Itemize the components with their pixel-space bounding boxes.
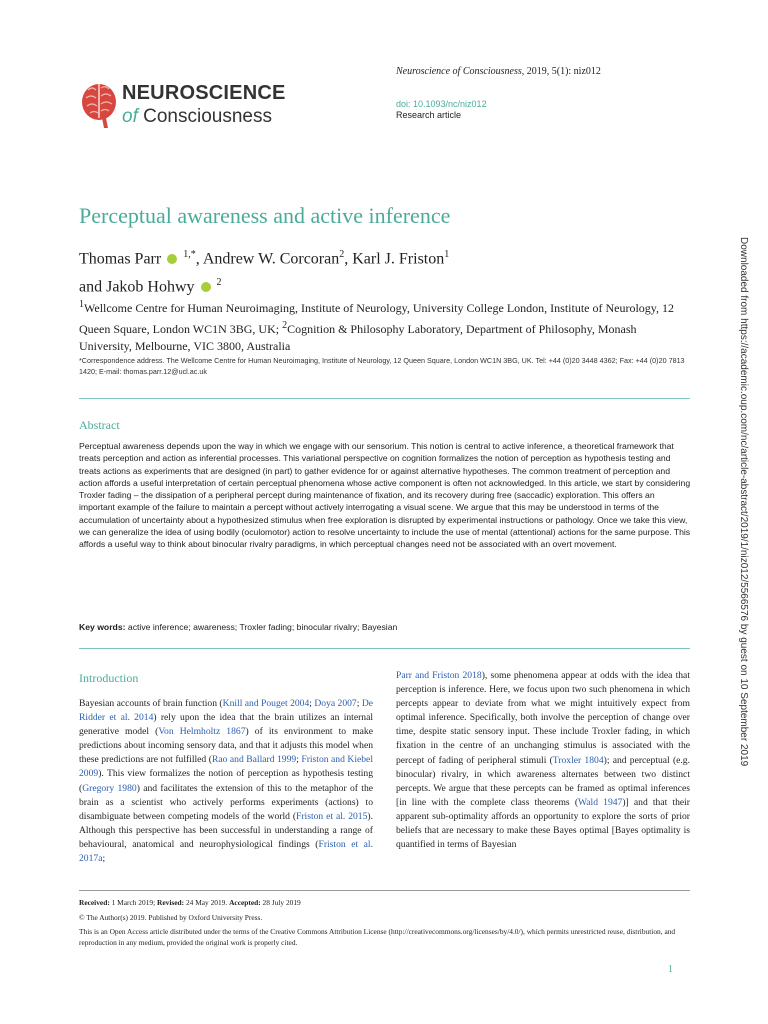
- keywords: [79, 622, 691, 632]
- received-dates: [79, 898, 691, 907]
- citation-link[interactable]: Von Helmholtz 1867: [158, 726, 246, 738]
- keywords-list: active inference; awareness; Troxler fading; binocular rivalry; Bayesian: [125, 622, 398, 632]
- body-text: ). This view formalizes the notion of perception as hypothesis testing (: [79, 768, 373, 794]
- received-date: 1 March 2019;: [109, 898, 157, 907]
- introduction-heading: Introduction: [79, 671, 139, 685]
- license-text: This is an Open Access article distributed under the terms of the Creative Commons Attribution License (http://creativecommons.org/licenses/by/4.0/), which permits unrestricted reuse, distribution, and reproduction in any medium, provided the original work is properly cited.: [79, 927, 676, 947]
- received-label: Received:: [79, 898, 110, 907]
- logo-of: of: [122, 106, 138, 127]
- body-text: ;: [102, 853, 106, 865]
- divider: [79, 890, 690, 891]
- revised-label: Revised:: [157, 898, 185, 907]
- author-affiliation-sup: 1: [444, 249, 450, 260]
- correspondence-address: *Correspondence address. The Wellcome Centre for Human Neuroimaging, Institute of Neurology, 12 Queen Square, London WC1N 3BG, UK. Tel: +44 (0)20 3448 4362; Fax: +44 (0)20 7813 1420; E-mail: thomas.parr.12@ucl.ac.uk: [79, 356, 685, 376]
- citation-link[interactable]: Friston et al. 2015: [296, 810, 368, 822]
- citation-link[interactable]: De Ridder et al. 2014: [79, 698, 373, 724]
- logo-title-line1: NEUROSCIENCE: [122, 82, 286, 104]
- body-text: ), some phenomena appear at odds with the idea that perception is inference. Here, we focus upon two such phenomena in which percepts appear to deviate from what we might intuitively expect from optimal inference. Specifically, both involve the perception of change over time, despite static sensory input. These include Troxler fading, in which fixation in the centre of an unchanging stimulus is associated with the percept of fading of peripheral stimuli (: [396, 670, 690, 766]
- journal-name: Neuroscience of Consciousness: [396, 66, 522, 77]
- affiliation-text: Wellcome Centre for Human Neuroimaging, Institute of Neurology, University College London, Institute of Neurology, 12 Queen Square, London WC1N 3BG, UK;: [79, 301, 675, 336]
- citation-link[interactable]: Doya 2007: [314, 698, 357, 709]
- download-watermark: Downloaded from https://academic.oup.com/nc/article-abstract/2019/1/niz012/5566576 by guest on 10 September 2019: [738, 237, 749, 767]
- body-text: ;: [296, 754, 302, 766]
- author-affiliation-sup: 1,*: [183, 249, 196, 260]
- abstract-text: Perceptual awareness depends upon the way in which we engage with our sensorium. This notion is central to active inference, a theoretical framework that treats perception and action as inferential processes. This variational perspective on cognition formalizes the notion of perception as hypothesis testing and treats actions as experiments that are designed (in part) to gather evidence for or against alternative hypotheses. The common treatment of perception and action affords a useful interpretation of certain perceptual phenomena whose active component is often not acknowledged. In this article, we start by considering Troxler fading – the dissipation of a peripheral percept during maintenance of fixation, and its recovery during free (saccadic) exploration. This offers an important example of the failure to maintain a percept without actively interrogating a visual scene. We argue that this may be understood in terms of the accumulation of uncertainty about a hypothesized stimulus when free exploration is disrupted by experimental instructions or pathology. Once we take this view, we can generalize the idea of using bodily (oculomotor) action to resolve uncertainty to include the use of mental (attentional) actions for the same purpose. This affords a useful way to think about binocular rivalry paradigms, in which perceptual changes need not be associated with an overt movement.: [79, 441, 691, 550]
- journal-logo: [80, 80, 300, 132]
- author-affiliation-sup: 2: [339, 249, 345, 260]
- doi-link[interactable]: doi: 10.1093/nc/niz012: [396, 99, 487, 109]
- abstract-heading: Abstract: [79, 418, 120, 432]
- citation-link[interactable]: Troxler 1804: [552, 754, 604, 766]
- logo-title-line2: [122, 106, 272, 128]
- body-text: ;: [356, 698, 362, 709]
- body-text: ). Although this perspective has been successful in understanding a range of behavioural, anatomical and neurophysiological findings (: [79, 810, 373, 850]
- orcid-icon[interactable]: [167, 254, 177, 264]
- citation-rest: , 2019, 5(1): niz012: [521, 66, 601, 77]
- brain-logo-icon: [80, 80, 118, 130]
- intro-column-left: [79, 697, 373, 866]
- body-text: ) of its environment to make predictions about incoming sensory data, and that it adjusts this model when these predictions are not fulfilled (: [79, 726, 373, 766]
- citation-link[interactable]: Gregory 1980: [82, 782, 137, 794]
- citation-link[interactable]: Rao and Ballard 1999: [211, 754, 297, 766]
- divider: [79, 398, 690, 399]
- body-text: ) and facilitates the extension of this to the metaphor of the brain as a scientist who actively performs experiments (actions) to disambiguate between competing models of the world (: [79, 782, 373, 822]
- author-name[interactable]: Thomas Parr: [79, 250, 162, 268]
- body-text: )] and that their apparent sub-optimality affords an opportunity to explore the sorts of prior beliefs that are necessary to make these Bayes optimal [Bayes optimality is quantified in terms of Bayesian: [396, 796, 691, 851]
- author-list: [79, 243, 549, 300]
- logo-consciousness: Consciousness: [143, 106, 272, 127]
- orcid-icon[interactable]: [201, 282, 211, 292]
- accepted-label: Accepted:: [229, 898, 261, 907]
- author-name[interactable]: , Karl J. Friston: [344, 250, 445, 268]
- citation-link[interactable]: Wald 1947: [578, 796, 623, 808]
- affiliation-sup: 1: [79, 299, 84, 310]
- body-text: Bayesian accounts of brain function (: [79, 698, 223, 709]
- revised-date: 24 May 2019.: [184, 898, 230, 907]
- body-text: ); and perceptual (e.g. binocular) rivalry, in which awareness alternates between two distinct percepts. We argue that these percepts can be framed as optimal inferences [in line with the complete class theorems (: [396, 754, 690, 808]
- citation-link[interactable]: Friston et al. 2017a: [79, 838, 373, 865]
- article-title: Perceptual awareness and active inference: [79, 203, 451, 228]
- accepted-date: 28 July 2019: [260, 898, 301, 907]
- author-name[interactable]: and Jakob Hohwy: [79, 278, 195, 296]
- affiliations: [79, 296, 689, 355]
- author-name[interactable]: , Andrew W. Corcoran: [195, 250, 340, 268]
- journal-citation: [396, 66, 601, 77]
- copyright: © The Author(s) 2019. Published by Oxford University Press.: [79, 913, 263, 922]
- affiliation-sup: 2: [282, 320, 288, 331]
- page-number: 1: [668, 964, 673, 975]
- citation-link[interactable]: Parr and Friston 2018: [396, 670, 482, 681]
- affiliation-text: Cognition & Philosophy Laboratory, Department of Philosophy, Monash University, Melbourne, VIC 3800, Australia: [79, 322, 637, 353]
- citation-link[interactable]: Knill and Pouget 2004: [222, 698, 310, 709]
- body-text: ;: [309, 698, 315, 709]
- divider: [79, 648, 690, 649]
- article-type: Research article: [396, 110, 462, 120]
- intro-column-right: [396, 669, 690, 852]
- citation-link[interactable]: Friston and Kiebel 2009: [79, 754, 373, 780]
- body-text: ) rely upon the idea that the brain utilizes an internal generative model (: [79, 712, 373, 738]
- keywords-label: Key words:: [79, 622, 126, 632]
- author-affiliation-sup: 2: [216, 277, 222, 289]
